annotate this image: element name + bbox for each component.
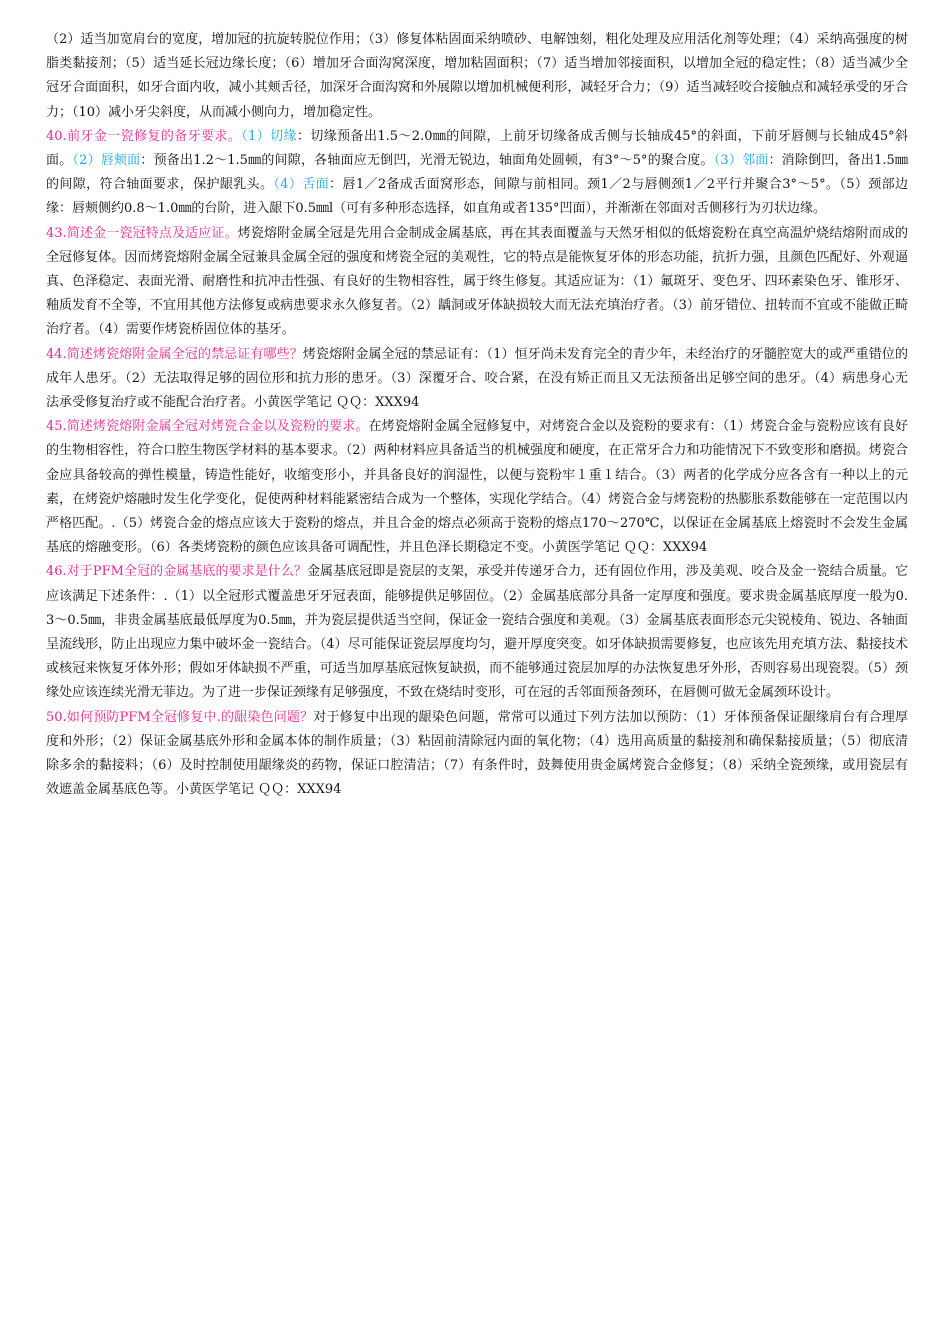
subheading-incisal-edge: （1）切缘 bbox=[241, 128, 297, 144]
question-heading: 43.简述金一瓷冠特点及适应证。 bbox=[46, 225, 238, 241]
question-heading: 46.对于PFM全冠的金属基底的要求是什么？ bbox=[46, 564, 307, 580]
body-text: 烤瓷熔附金属全冠是先用合金制成金属基底，再在其表面覆盖与天然牙相似的低熔瓷粉在真空高温炉烧结熔附而成的全冠修复体。因而烤瓷熔附金属全冠兼具金属全冠的强度和烤瓷全冠的美观性，它的特点是能恢复牙体的形态功能，抗折力强，且颜色匹配好、外观逼真、色泽稳定、表面光滑、耐磨性和抗冲击性强、有良好的生物相容性，属于终生修复。其适应证为：（1）氟斑牙、变色牙、四环素染色牙、锥形牙、釉质发育不全等，不宜用其他方法修复或病患要求永久修复者。（2）龋洞或牙体缺损较大而无法充填治疗者。（3）前牙错位、扭转而不宜或不能做正畸治疗者。（4）需要作烤瓷桥固位体的基牙。 bbox=[46, 225, 908, 338]
paragraph-continuation bbox=[46, 28, 908, 125]
paragraph-question-44 bbox=[46, 343, 908, 416]
paragraph-question-45 bbox=[46, 415, 908, 560]
body-text: ：切缘预备出1.5～2.0㎜的间隙，上前牙切缘备成舌侧与长轴成45°的斜面，下前牙唇侧与长轴成45°斜面。 bbox=[46, 128, 908, 169]
body-text: ：预备出1.2～1.5㎜的间隙，各轴面应无倒凹，光滑无锐边，轴面角处圆顿，有3°～5°的聚合度。 bbox=[140, 153, 714, 169]
subheading-proximal-surface: （3）邻面 bbox=[713, 153, 769, 169]
paragraph-question-43 bbox=[46, 222, 908, 343]
question-heading: 40.前牙金一瓷修复的备牙要求。 bbox=[46, 128, 242, 144]
document-page bbox=[46, 28, 908, 803]
body-text: 在烤瓷熔附金属全冠修复中，对烤瓷合金以及瓷粉的要求有：（1）烤瓷合金与瓷粉应该有良好的生物相容性，符合口腔生物医学材料的基本要求。（2）两种材料应具备适当的机械强度和硬度，在正常牙合力和功能情况下不致变形和磨损。烤瓷合金应具备较高的弹性模量，铸造性能好，收缩变形小，并具备良好的润湿性，以便与瓷粉牢１重１结合。（3）两者的化学成分应各含有一种以上的元素，在烤瓷炉熔融时发生化学变化，促使两种材料能紧密结合成为一个整体，实现化学结合。（4）烤瓷合金与烤瓷粉的热膨胀系数能够在一定范围以内严格匹配。.（5）烤瓷合金的熔点应该大于瓷粉的熔点，并且合金的熔点必须高于瓷粉的熔点170～270℃，以保证在金属基底上熔瓷时不会发生金属基底的熔融变形。（6）各类烤瓷粉的颜色应该具备可调配性，并且色泽长期稳定不变。小黄医学笔记 ＱＱ：XXX94 bbox=[46, 419, 908, 556]
body-text: ：消除倒凹，备出1.5㎜的间隙，符合轴面要求，保护龈乳头。 bbox=[46, 153, 908, 193]
subheading-lingual-surface: （4）舌面 bbox=[273, 177, 330, 193]
question-heading: 44.简述烤瓷熔附金属全冠的禁忌证有哪些？ bbox=[46, 346, 303, 362]
subheading-labial-surface: （2）唇颊面 bbox=[72, 153, 141, 169]
paragraph-question-50 bbox=[46, 706, 908, 803]
paragraph-question-40 bbox=[46, 125, 908, 222]
question-heading: 50.如何预防PFM全冠修复中.的龈染色问题？ bbox=[46, 709, 314, 725]
body-text: 烤瓷熔附金属全冠的禁忌证有：（1）恒牙尚未发育完全的青少年，未经治疗的牙髓腔宽大的或严重错位的成年人患牙。（2）无法取得足够的固位形和抗力形的患牙。（3）深覆牙合、咬合紧，在没有矫正而且又无法预备出足够空间的患牙。（4）病患身心无法承受修复治疗或不能配合治疗者。小黄医学笔记 ＱＱ：XXX94 bbox=[46, 346, 908, 411]
body-text: （2）适当加宽肩台的宽度，增加冠的抗旋转脱位作用；（3）修复体粘固面采纳喷砂、电解蚀刻，粗化处理及应用活化剂等处理；（4）采纳高强度的树脂类黏接剂；（5）适当延长冠边缘长度；（6）增加牙合面沟窝深度，增加粘固面积；（7）适当增加邻接面积，以增加全冠的稳定性；（8）适当减少全冠牙合面面积，如牙合面内收，减小其颊舌径，加深牙合面沟窝和外展隙以增加机械便利形，减轻牙合力；（9）适当减轻咬合接触点和减轻承受的牙合力；（10）减小牙尖斜度，从而减小侧向力，增加稳定性。 bbox=[46, 32, 908, 120]
paragraph-question-46 bbox=[46, 560, 908, 705]
question-heading: 45.简述烤瓷熔附金属全冠对烤瓷合金以及瓷粉的要求。 bbox=[46, 419, 369, 435]
body-text: 金属基底冠即是瓷层的支架，承受并传递牙合力，还有固位作用，涉及美观、咬合及金一瓷结合质量。它应该满足下述条件：.（1）以全冠形式覆盖患牙牙冠表面，能够提供足够固位。（2）金属基底部分具备一定厚度和强度。要求贵金属基底厚度一般为0.3～0.5㎜，非贵金属基底最低厚度为0.5㎜，并为瓷层提供适当空间，保证金一瓷结合强度和美观。（3）金属基底表面形态元尖锐棱角、锐边、各轴面呈流线形，防止出现应力集中破坏金一瓷结合。（4）尽可能保证瓷层厚度均匀，避开厚度突变。如牙体缺损需要修复，也应该先用充填方法、黏接技术或核冠来恢复牙体外形；假如牙体缺损不严重，可适当加厚基底冠恢复缺损，而不能够通过瓷层加厚的办法恢复患牙外形，否则容易出现瓷裂。（5）颈缘处应该连续光滑无菲边。为了进一步保证颈缘有足够强度，不致在烧结时变形，可在冠的舌邻面预备颈环，在唇侧可做无金属颈环设计。 bbox=[46, 564, 908, 701]
body-text: 对于修复中出现的龈染色问题，常常可以通过下列方法加以预防：（1）牙体预备保证龈缘肩台有合理厚度和外形；（2）保证金属基底外形和金属本体的制作质量；（3）粘固前清除冠内面的氧化物；（4）选用高质量的黏接剂和确保黏接质量；（5）彻底清除多余的黏接料；（6）及时控制使用龈缘炎的药物，保证口腔清洁；（7）有条件时，鼓舞使用贵金属烤瓷合金修复；（8）采纳全瓷颈缘，或用瓷层有效遮盖金属基底色等。小黄医学笔记 ＱＱ：XXX94 bbox=[46, 709, 908, 798]
body-text: ：唇1／2备成舌面窝形态，间隙与前相同。颈1／2与唇侧颈1／2平行并聚合3°～5°。（5）颈部边缘：唇颊侧约0.8～1.0㎜的台阶，进入龈下0.5㎜l（可有多种形态选择，如直角或者135°凹面），并渐渐在邻面对舌侧移行为刃状边缘。 bbox=[46, 177, 908, 217]
